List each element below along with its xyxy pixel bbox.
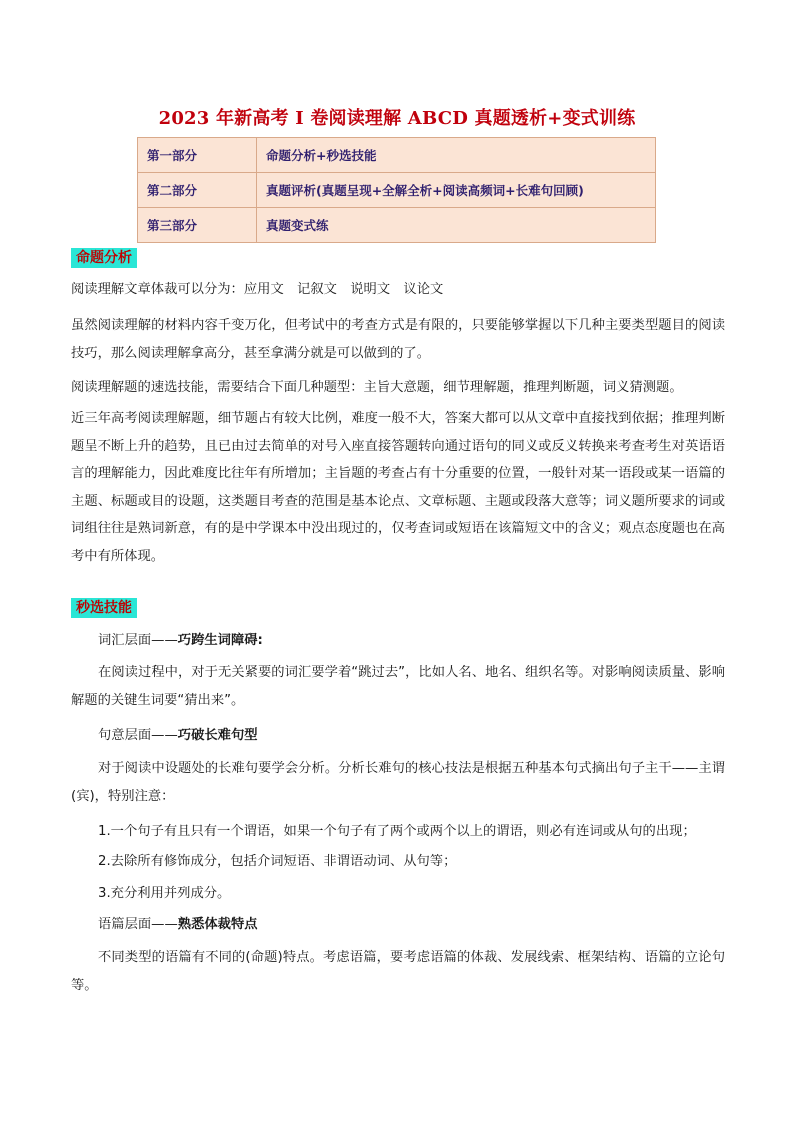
lexical-heading-prefix: 词汇层面—— <box>98 633 178 648</box>
list-item: 3.充分利用并列成分。 <box>98 886 231 901</box>
sentence-heading-bold: 巧破长难句型 <box>177 728 258 743</box>
section-label-skills: 秒选技能 <box>71 598 137 618</box>
paragraph-intro: 虽然阅读理解的材料内容千变万化，但考试中的考查方式是有限的，只要能够掌握以下几种主要类型题目的阅读技巧，那么阅读理解拿高分，甚至拿满分就是可以做到的了。 <box>71 318 725 361</box>
list-item: 1.一个句子有且只有一个谓语，如果一个句子有了两个或两个以上的谓语，则必有连词或从句的出现； <box>98 824 696 839</box>
toc-desc-1: 命题分析+秒选技能 <box>257 138 656 173</box>
section-label-analysis: 命题分析 <box>71 248 137 268</box>
discourse-heading-prefix: 语篇层面—— <box>98 917 178 932</box>
discourse-paragraph: 不同类型的语篇有不同的(命题)特点。考虑语篇，要考虑语篇的体裁、发展线索、框架结构、语篇的立论句等。 <box>71 950 725 993</box>
list-item: 2.去除所有修饰成分，包括介词短语、非谓语动词、从句等； <box>98 854 457 869</box>
lexical-paragraph: 在阅读过程中，对于无关紧要的词汇要学着“跳过去”，比如人名、地名、组织名等。对影响阅读质量、影响解题的关键生词要“猜出来”。 <box>71 665 725 708</box>
table-row <box>138 173 656 208</box>
toc-desc-3: 真题变式练 <box>257 208 656 243</box>
sentence-heading-prefix: 句意层面—— <box>98 728 178 743</box>
contents-table <box>137 137 656 243</box>
paragraph-trends: 近三年高考阅读理解题，细节题占有较大比例，难度一般不大，答案大都可以从文章中直接找到依据；推理判断题呈不断上升的趋势，且已由过去简单的对号入座直接答题转向通过语句的同义或反义转换来考查考生对英语语言的理解能力，因此难度比往年有所增加；主旨题的考查占有十分重要的位置，一般针对某一语段或某一语篇的主题、标题或目的设题，这类题目考查的范围是基本论点、文章标题、主题或段落大意等；词义题所要求的词或词组往往是熟词新意，有的是中学课本中没出现过的，仅考查词或短语在该篇短文中的含义；观点态度题也在高考中有所体现。 <box>71 411 725 564</box>
document-title: 2023 年新高考 I 卷阅读理解 ABCD 真题透析+变式训练 <box>158 108 636 129</box>
sentence-paragraph: 对于阅读中设题处的长难句要学会分析。分析长难句的核心技法是根据五种基本句式摘出句子主干——主谓(宾)，特别注意： <box>71 761 725 804</box>
discourse-heading-bold: 熟悉体裁特点 <box>177 917 258 932</box>
table-row <box>138 138 656 173</box>
discourse-heading <box>98 915 258 935</box>
toc-part-2: 第二部分 <box>138 173 257 208</box>
paragraph-question-types: 阅读理解题的速选技能，需要结合下面几种题型：主旨大意题，细节理解题，推理判断题，词义猜测题。 <box>71 380 683 395</box>
lexical-heading <box>98 631 263 651</box>
toc-part-1: 第一部分 <box>138 138 257 173</box>
toc-part-3: 第三部分 <box>138 208 257 243</box>
toc-desc-2: 真题评析(真题呈现+全解全析+阅读高频词+长难句回顾) <box>257 173 656 208</box>
sentence-heading <box>98 726 258 746</box>
paragraph-genres: 阅读理解文章体裁可以分为：应用文 记叙文 说明文 议论文 <box>71 282 444 297</box>
table-row <box>138 208 656 243</box>
lexical-heading-bold: 巧跨生词障碍: <box>177 633 263 648</box>
